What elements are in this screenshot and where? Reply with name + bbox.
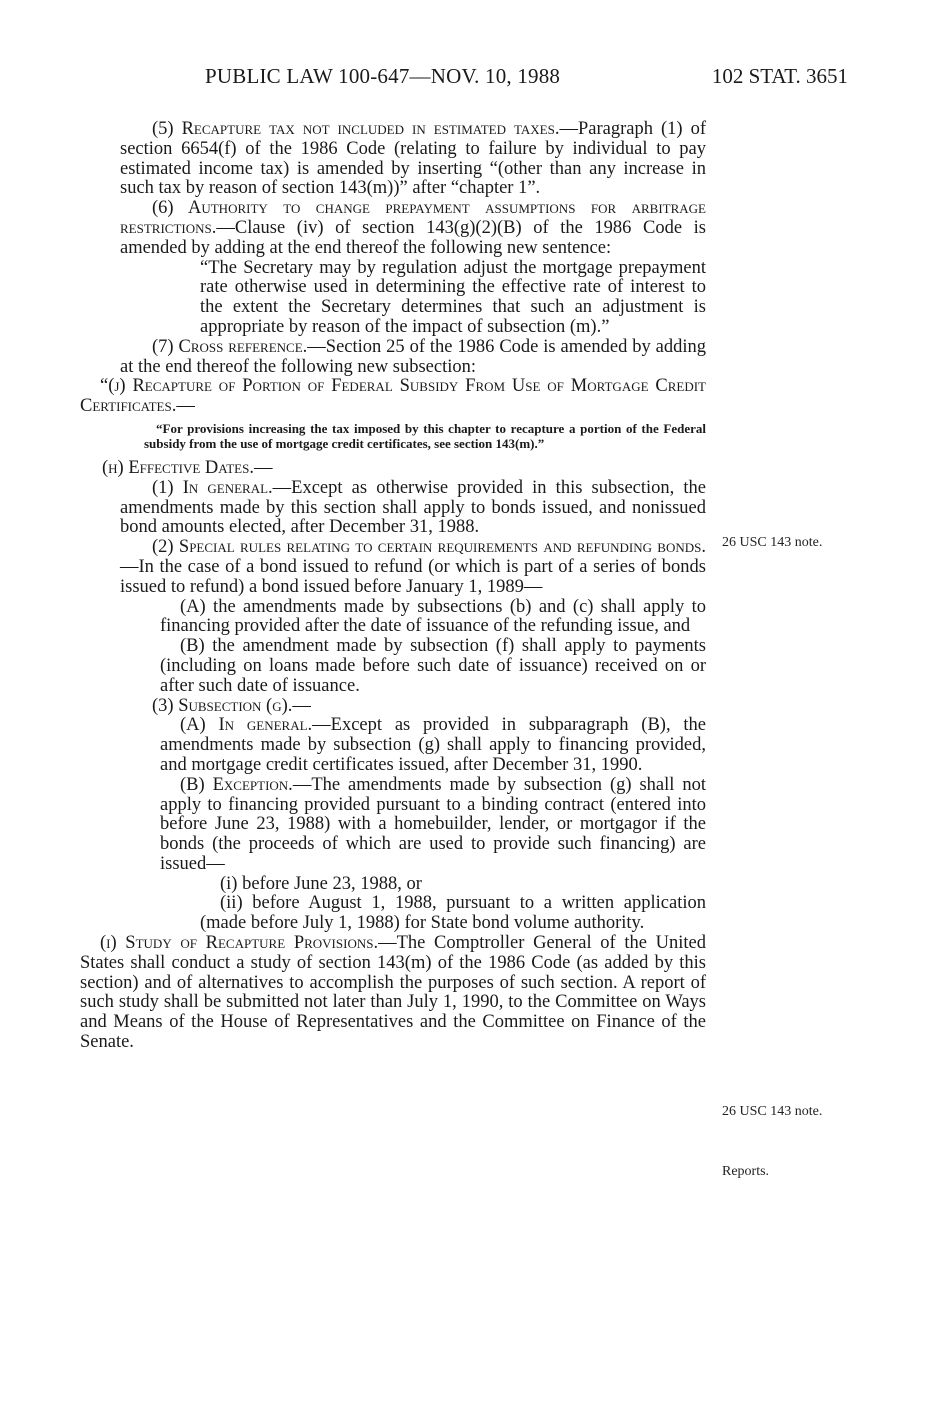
- heading-7: (7) Cross reference.: [152, 336, 308, 357]
- text-i: —The Comptroller General of the United States shall conduct a study of section 143(m) of the 1986 Code (as added by this section) and of alternatives to accomplish the purposes of such section. A report of such study shall be submitted not later than July 1, 1990, to the Committee on Ways and Means of the House of Representatives and the Committee on Finance of the Senate.: [80, 933, 706, 1053]
- margin-note-reports: Reports.: [722, 1164, 770, 1179]
- text-h2: —In the case of a bond issued to refund (or which is part of a series of bonds issued to refund) a bond issued before January 1, 1989—: [120, 556, 706, 597]
- section-h-heading: (h) Effective Dates.—: [102, 457, 273, 478]
- subsection-j-heading: “(j) Recapture of Portion of Federal Subsidy From Use of Mortgage Credit Certificates.—: [80, 376, 706, 417]
- paragraph-h3b-ii: (ii) before August 1, 1988, pursuant to a written application (made before July 1, 1988) for State bond volume authority.: [200, 893, 706, 934]
- heading-h3b: (B) Exception.: [180, 774, 293, 795]
- text-h3b: —The amendments made by subsection (g) shall not apply to financing provided pursuant to a binding contract (entered into before June 23, 1988) with a homebuilder, lender, or mortgagor if the bonds (the proceeds of which are used to provide such financing) are issued—: [160, 774, 706, 874]
- text-h3a: —Except as provided in subparagraph (B), the amendments made by subsection (g) shall apply to financing provided, and mortgage credit certificates issued, after December 31, 1990.: [160, 715, 707, 775]
- heading-h3a: (A) In general.: [180, 715, 313, 736]
- document-body: [80, 120, 706, 1053]
- paragraph-h3b: [80, 776, 706, 875]
- paragraph-h3-heading: (3) Subsection (g).—: [152, 695, 311, 716]
- paragraph-7: [80, 338, 706, 378]
- quoted-sentence: “The Secretary may by regulation adjust the mortgage prepayment rate otherwise used in determining the effective rate of interest to the extent the Secretary determines that such an adjustment is appropriate by reason of the impact of subsection (m).”: [200, 257, 706, 337]
- paragraph-6: [80, 199, 706, 258]
- margin-note-usc-1: 26 USC 143 note.: [722, 535, 823, 550]
- paragraph-h2a: (A) the amendments made by subsections (b) and (c) shall apply to financing provided after the date of issuance of the refunding issue, and: [160, 596, 706, 637]
- subsection-j-note: [80, 421, 706, 451]
- page-title: PUBLIC LAW 100-647—NOV. 10, 1988: [205, 64, 561, 88]
- margin-note-usc-2: 26 USC 143 note.: [722, 1104, 823, 1119]
- paragraph-h1: [80, 479, 706, 538]
- paragraph-5: [80, 120, 706, 199]
- text-6: —Clause (iv) of section 143(g)(2)(B) of the 1986 Code is amended by adding at the end thereof the following new sentence:: [120, 217, 706, 258]
- paragraph-h3a: [80, 716, 706, 775]
- heading-h2: (2) Special rules relating to certain requirements and refunding bonds.: [152, 537, 706, 558]
- paragraph-h2b: (B) the amendment made by subsection (f) shall apply to payments (including on loans made before such date of issuance) received on or after such date of issuance.: [160, 636, 706, 696]
- stat-page-number: 102 STAT. 3651: [711, 64, 848, 88]
- heading-5: (5) Recapture tax not included in estimated taxes.: [152, 119, 560, 139]
- paragraph-h2: [80, 538, 706, 597]
- text-7: —Section 25 of the 1986 Code is amended by adding at the end thereof the following new subsection:: [120, 336, 706, 377]
- heading-6: (6) Authority to change prepayment assumptions for arbitrage restrictions.: [120, 198, 706, 238]
- section-i: [80, 934, 706, 1053]
- note-text: “For provisions increasing the tax imposed by this chapter to recapture a portion of the Federal subsidy from the use of mortgage credit certificates, see section 143(m).”: [144, 420, 706, 451]
- text-h1: —Except as otherwise provided in this subsection, the amendments made by this section shall apply to bonds issued, and nonissued bond amounts elected, after December 31, 1988.: [120, 477, 706, 538]
- paragraph-h3b-i: (i) before June 23, 1988, or: [220, 873, 422, 894]
- heading-i: (i) Study of Recapture Provisions.: [100, 933, 379, 954]
- text-5: —Paragraph (1) of section 6654(f) of the 1986 Code (relating to failure by individual to pay estimated income tax) is amended by inserting “(other than any increase in such tax by reason of section 143(m))” after “chapter 1”.: [120, 119, 706, 199]
- heading-h1: (1) In general.: [152, 477, 273, 498]
